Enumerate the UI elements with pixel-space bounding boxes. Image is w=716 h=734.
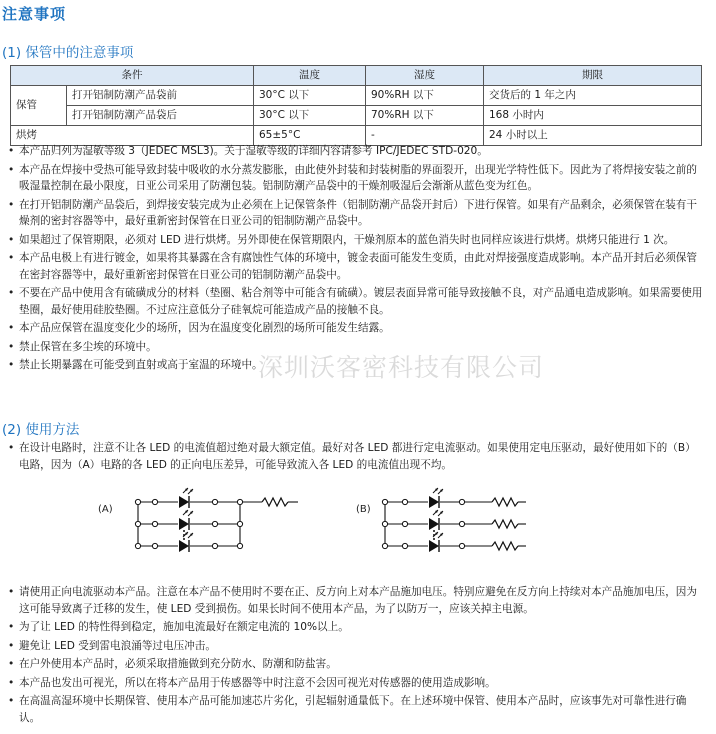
list-item: • 不要在产品中使用含有硫磺成分的材料（垫圈、粘合剂等中可能含有硫磺）。镀层表面异常可能导致接触不良，对产品通电造成影响。如果需要使用垫圈，最好使用硅胶垫圈。不过应注意低分子硅氧烷可能造成产品的接触不良。 (8, 285, 704, 318)
circuit-b-label: (B) (356, 504, 371, 515)
row-humidity: 70%RH 以下 (366, 106, 484, 126)
page-title: 注意事项 (2, 5, 67, 23)
circuit-a (98, 488, 298, 552)
circuit-b (356, 488, 526, 552)
row-condition: 打开铝制防潮产品袋后 (67, 106, 254, 126)
baking-temperature: 65±5°C (254, 126, 366, 146)
watermark: 深圳沃客密科技有限公司 (258, 353, 545, 382)
table-header-row (11, 66, 702, 86)
table-row (11, 86, 702, 106)
list-item: • 在设计电路时，注意不让各 LED 的电流值超过绝对最大额定值。最好对各 LED 都进行定电流驱动。如果使用定电压驱动，最好使用如下的（B）电路，因为（A）电路的各 LED 的正向电压差异，可能导致流入各 LED 的电流值出现不均。 (8, 440, 704, 473)
list-item: • 在户外使用本产品时，必须采取措施做到充分防水、防潮和防盐害。 (8, 656, 704, 673)
circuit-a-label: (A) (98, 504, 113, 515)
list-item: • 禁止保管在多尘埃的环境中。 (8, 339, 704, 356)
header-temperature: 温度 (254, 66, 366, 86)
led-circuit-diagrams (0, 482, 716, 582)
list-item: • 本产品归列为湿敏等级 3（JEDEC MSL3)。关于湿敏等级的详细内容请参考 IPC/JEDEC STD-020。 (8, 143, 704, 160)
list-item: • 在高温高湿环境中长期保管、使用本产品可能加速芯片劣化，引起辐射通量低下。在上述环境中保管、使用本产品时，应该事先对可靠性进行确认。 (8, 693, 704, 726)
list-item: • 为了让 LED 的特性得到稳定，施加电流最好在额定电流的 10%以上。 (8, 619, 704, 636)
row-temperature: 30°C 以下 (254, 106, 366, 126)
row-condition: 打开铝制防潮产品袋前 (67, 86, 254, 106)
baking-period: 24 小时以上 (484, 126, 702, 146)
row-period: 交货后的 1 年之内 (484, 86, 702, 106)
list-item: • 避免让 LED 受到雷电浪涌等过电压冲击。 (8, 638, 704, 655)
row-temperature: 30°C 以下 (254, 86, 366, 106)
storage-group-label: 保管 (11, 86, 67, 126)
list-item: • 本产品也发出可视光，所以在将本产品用于传感器等中时注意不会因可视光对传感器的使用造成影响。 (8, 675, 704, 692)
list-item: • 在打开铝制防潮产品袋后，到焊接安装完成为止必须在上记保管条件（铝制防潮产品袋开封后）下进行保管。如果有产品剩余，必须保管在装有干燥剂的密封容器等中，最好重新密封保管在日亚公司的铝制防潮产品袋中。 (8, 197, 704, 230)
list-item: • 禁止长期暴露在可能受到直射或高于室温的环境中。 (8, 357, 704, 374)
list-item: • 请使用正向电流驱动本产品。注意在本产品不使用时不要在正、反方向上对本产品施加电压。特别应避免在反方向上持续对本产品施加电压，因为这可能导致离子迁移的发生，使 LED 受到损伤。如果长时间不使用本产品，为了以防万一，应该关掉主电源。 (8, 584, 704, 617)
table-row (11, 106, 702, 126)
usage-notes-list (8, 584, 704, 728)
header-condition: 条件 (11, 66, 254, 86)
list-item: • 本产品电极上有进行镀金，如果将其暴露在含有腐蚀性气体的环境中，镀金表面可能发生变质，由此对焊接强度造成影响。本产品开封后必须保管在密封容器等中，最好重新密封保管在日亚公司的铝制防潮产品袋中。 (8, 250, 704, 283)
row-period: 168 小时内 (484, 106, 702, 126)
list-item: • 如果超过了保管期限，必须对 LED 进行烘烤。另外即使在保管期限内，干燥剂原本的蓝色消失时也同样应该进行烘烤。烘烤只能进行 1 次。 (8, 232, 704, 249)
header-period: 期限 (484, 66, 702, 86)
header-humidity: 湿度 (366, 66, 484, 86)
usage-section-title: (2) 使用方法 (2, 422, 80, 438)
list-item: • 本产品在焊接中受热可能导致封装中吸收的水分蒸发膨胀，由此使外封装和封装树脂的界面裂开，出现光学特性低下。因此为了将焊接安装之前的吸湿量控制在最小限度，日亚公司采用了防潮包装。铝制防潮产品袋中的干燥剂吸湿后会渐渐从蓝色变为红色。 (8, 162, 704, 195)
baking-humidity: - (366, 126, 484, 146)
list-item: • 本产品应保管在温度变化少的场所，因为在温度变化剧烈的场所可能发生结露。 (8, 320, 704, 337)
row-humidity: 90%RH 以下 (366, 86, 484, 106)
baking-label: 烘烤 (11, 126, 254, 146)
storage-conditions-table (10, 65, 702, 146)
storage-notes-list (8, 143, 704, 376)
storage-section-title: (1) 保管中的注意事项 (2, 45, 134, 61)
usage-intro-list (8, 440, 704, 475)
